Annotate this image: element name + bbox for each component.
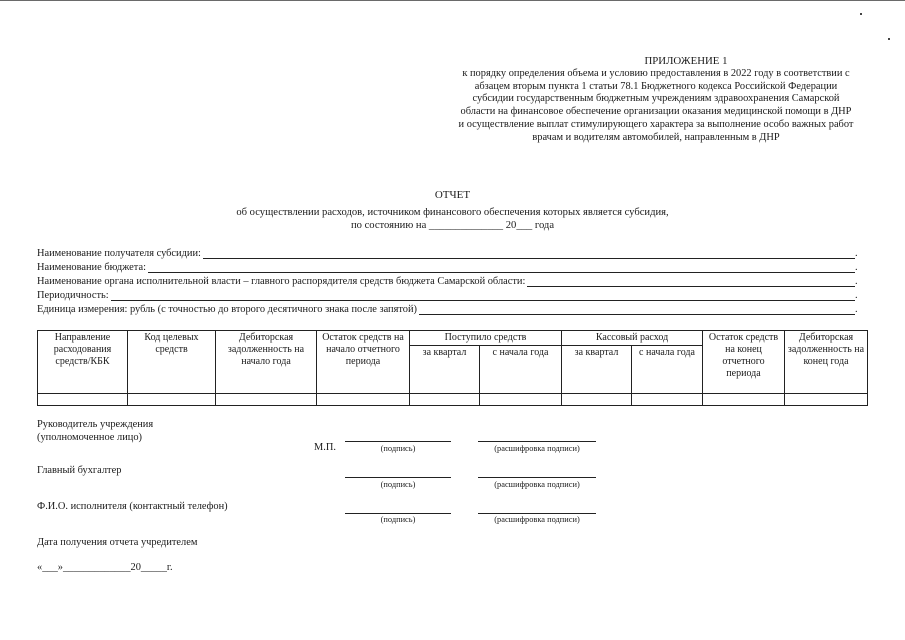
stamp-place: М.П. bbox=[314, 442, 336, 453]
field-fill-line[interactable] bbox=[148, 263, 855, 273]
scan-speck bbox=[888, 38, 890, 40]
executor-signature-line[interactable] bbox=[345, 513, 451, 514]
header-received-quarter: за квартал bbox=[410, 346, 480, 394]
head-decoding-line[interactable] bbox=[478, 441, 596, 442]
receipt-date-line[interactable]: «___»_____________20_____г. bbox=[37, 562, 173, 573]
header-received-group: Поступило средств bbox=[410, 331, 562, 346]
table-cell[interactable] bbox=[703, 394, 785, 406]
table-cell[interactable] bbox=[38, 394, 128, 406]
decoding-caption: (расшифровка подписи) bbox=[494, 444, 580, 453]
receipt-label: Дата получения отчета учредителем bbox=[37, 537, 198, 548]
report-subtitle-block bbox=[0, 206, 905, 232]
signature-caption: (подпись) bbox=[380, 515, 416, 524]
table-cell[interactable] bbox=[317, 394, 410, 406]
report-date-line: по состоянию на ______________ 20___ года bbox=[350, 220, 555, 231]
accountant-signature-line[interactable] bbox=[345, 477, 451, 478]
executor-decoding-line[interactable] bbox=[478, 513, 596, 514]
decoding-caption: (расшифровка подписи) bbox=[494, 480, 580, 489]
report-table bbox=[37, 330, 868, 406]
field-label: Наименование бюджета: bbox=[37, 262, 146, 273]
signature-caption: (подпись) bbox=[380, 444, 416, 453]
appendix-line: и осуществление выплат стимулирующего характера за выполнение особо важных работ bbox=[458, 118, 854, 130]
field-fill-line[interactable] bbox=[527, 277, 855, 287]
table-cell[interactable] bbox=[480, 394, 562, 406]
table-row bbox=[38, 394, 868, 406]
scan-speck bbox=[860, 13, 862, 15]
head-label-line: Руководитель учреждения bbox=[37, 419, 154, 430]
header-balance-start: Остаток средств на начало отчетного периода bbox=[317, 331, 410, 394]
top-border-line bbox=[0, 0, 905, 1]
header-expense-quarter: за квартал bbox=[562, 346, 632, 394]
header-debt-start: Дебиторская задолженность на начало года bbox=[216, 331, 317, 394]
appendix-line: субсидии государственным бюджетным учреждениям здравоохранения Самарской bbox=[472, 93, 840, 105]
field-fill-line[interactable] bbox=[203, 249, 855, 259]
head-label bbox=[37, 419, 153, 445]
field-authority: Наименование органа исполнительной власти – главного распорядителя средств бюджета Самарской области: . bbox=[37, 276, 858, 287]
appendix-block bbox=[440, 55, 872, 145]
report-title: ОТЧЕТ bbox=[434, 189, 471, 201]
head-signature-line[interactable] bbox=[345, 441, 451, 442]
field-budget: Наименование бюджета: . bbox=[37, 262, 858, 273]
header-expense-group: Кассовый расход bbox=[562, 331, 703, 346]
header-code: Код целевых средств bbox=[128, 331, 216, 394]
report-fields bbox=[37, 246, 859, 316]
field-label: Периодичность: bbox=[37, 290, 109, 301]
appendix-title: ПРИЛОЖЕНИЕ 1 bbox=[644, 55, 728, 67]
executor-label: Ф.И.О. исполнителя (контактный телефон) bbox=[37, 501, 228, 512]
header-received-year: с начала года bbox=[480, 346, 562, 394]
appendix-line: абзацем вторым пункта 1 статьи 78.1 Бюджетного кодекса Российской Федерации bbox=[474, 80, 838, 92]
table-cell[interactable] bbox=[410, 394, 480, 406]
head-label-line: (уполномоченное лицо) bbox=[37, 431, 142, 443]
accountant-label: Главный бухгалтер bbox=[37, 465, 122, 476]
table-cell[interactable] bbox=[216, 394, 317, 406]
header-direction: Направление расходования средств/КБК bbox=[38, 331, 128, 394]
table-cell[interactable] bbox=[562, 394, 632, 406]
field-fill-line[interactable] bbox=[419, 305, 855, 315]
table-cell[interactable] bbox=[128, 394, 216, 406]
appendix-line: к порядку определения объема и условию предоставления в 2022 году в соответствии с bbox=[462, 67, 850, 79]
report-subtitle: об осуществлении расходов, источником финансового обеспечения которых является субсидия, bbox=[236, 207, 669, 218]
header-expense-year: с начала года bbox=[632, 346, 703, 394]
appendix-line: врачам и водителям автомобилей, направленным в ДНР bbox=[532, 131, 780, 143]
field-label: Наименование получателя субсидии: bbox=[37, 248, 201, 259]
appendix-line: области на финансовое обеспечение организации оказания медицинской помощи в ДНР bbox=[460, 106, 852, 118]
table-cell[interactable] bbox=[632, 394, 703, 406]
field-unit: Единица измерения: рубль (с точностью до второго десятичного знака после запятой) . bbox=[37, 304, 858, 315]
table-cell[interactable] bbox=[785, 394, 868, 406]
field-label: Единица измерения: рубль (с точностью до второго десятичного знака после запятой) bbox=[37, 304, 418, 315]
header-balance-end: Остаток средств на конец отчетного периода bbox=[703, 331, 785, 394]
header-debt-end: Дебиторская задолженность на конец года bbox=[785, 331, 868, 394]
field-periodicity: Периодичность: . bbox=[37, 290, 858, 301]
field-recipient: Наименование получателя субсидии: . bbox=[37, 248, 858, 259]
field-label: Наименование органа исполнительной власти – главного распорядителя средств бюджета Самарской области: bbox=[37, 276, 526, 287]
accountant-decoding-line[interactable] bbox=[478, 477, 596, 478]
signature-caption: (подпись) bbox=[380, 480, 416, 489]
decoding-caption: (расшифровка подписи) bbox=[494, 515, 580, 524]
field-fill-line[interactable] bbox=[111, 291, 855, 301]
